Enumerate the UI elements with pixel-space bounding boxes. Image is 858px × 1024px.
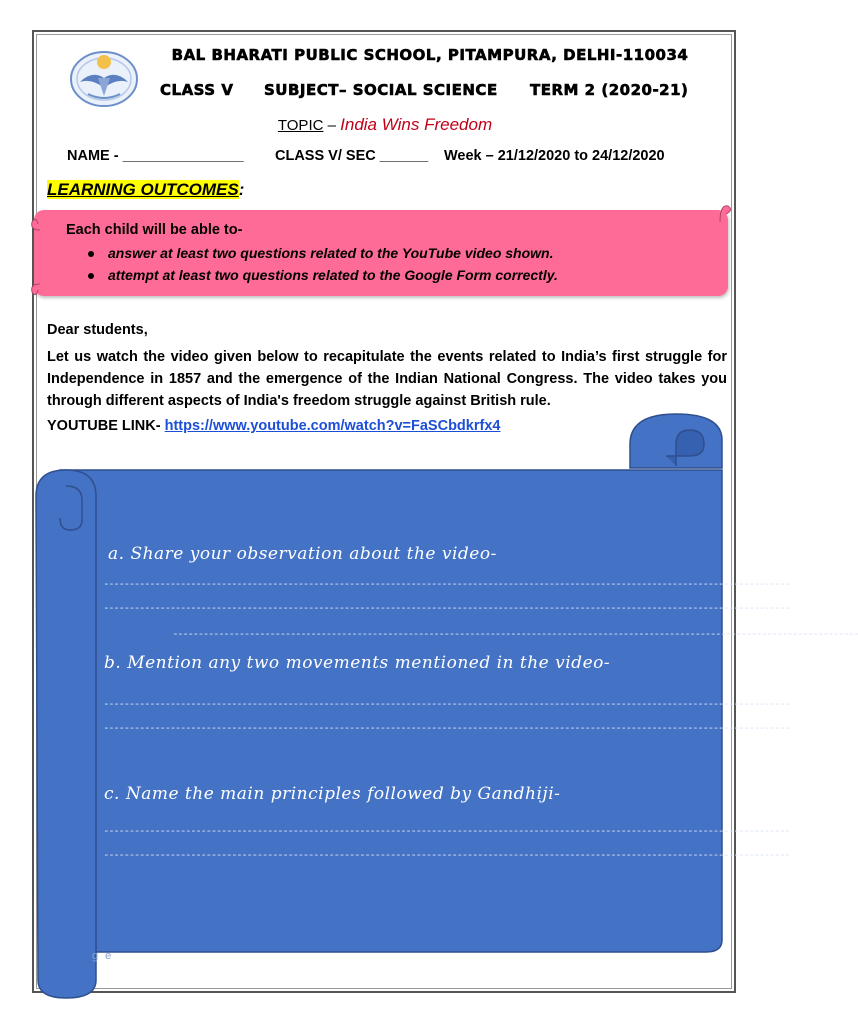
- week-field: Week – 21/12/2020 to 24/12/2020: [444, 148, 665, 164]
- name-field: NAME - _______________: [67, 148, 244, 164]
- answer-line: --------------------------------------------------------------------------------------------------------------------------------------: [103, 848, 790, 861]
- learning-outcomes-colon: :: [238, 180, 245, 199]
- greeting: Dear students,: [47, 322, 148, 338]
- answer-line: --------------------------------------------------------------------------------------------------------------------------------------: [172, 627, 858, 640]
- topic-label: TOPIC: [277, 117, 324, 134]
- youtube-label: YOUTUBE LINK-: [47, 418, 161, 434]
- outcome-item: answer at least two questions related to the YouTube video shown.: [88, 245, 554, 261]
- term-label: TERM 2 (2020-21): [530, 81, 689, 99]
- learning-outcomes-heading: LEARNING OUTCOMES: [47, 180, 239, 199]
- question-c: c. Name the main principles followed by Gandhiji-: [104, 784, 561, 804]
- outcome-item: attempt at least two questions related to the Google Form correctly.: [88, 267, 558, 283]
- question-b: b. Mention any two movements mentioned in the video-: [104, 653, 611, 673]
- school-name: BAL BHARATI PUBLIC SCHOOL, PITAMPURA, DELHI-110034: [171, 46, 689, 64]
- class-label: CLASS V: [160, 81, 234, 99]
- answer-line: --------------------------------------------------------------------------------------------------------------------------------------: [103, 721, 790, 734]
- intro-paragraph: Let us watch the video given below to recapitulate the events related to India’s first struggle for Independence in 1857 and the emergence of the Indian National Congress. The video takes you through different aspects of India's freedom struggle against British rule.: [47, 349, 727, 409]
- outcomes-intro: Each child will be able to-: [66, 222, 243, 238]
- answer-line: --------------------------------------------------------------------------------------------------------------------------------------: [103, 824, 790, 837]
- page-number-fragment: g e: [92, 950, 114, 962]
- answer-line: --------------------------------------------------------------------------------------------------------------------------------------: [103, 697, 790, 710]
- subject-label: SUBJECT– SOCIAL SCIENCE: [264, 81, 498, 99]
- topic-separator: –: [323, 117, 341, 134]
- answer-line: --------------------------------------------------------------------------------------------------------------------------------------: [103, 577, 790, 590]
- youtube-link[interactable]: https://www.youtube.com/watch?v=FaSCbdkrfx4: [164, 418, 501, 434]
- class-sec-field: CLASS V/ SEC ______: [275, 148, 429, 164]
- question-a: a. Share your observation about the video-: [108, 544, 497, 564]
- answer-line: --------------------------------------------------------------------------------------------------------------------------------------: [103, 601, 790, 614]
- topic-value: India Wins Freedom: [340, 115, 493, 134]
